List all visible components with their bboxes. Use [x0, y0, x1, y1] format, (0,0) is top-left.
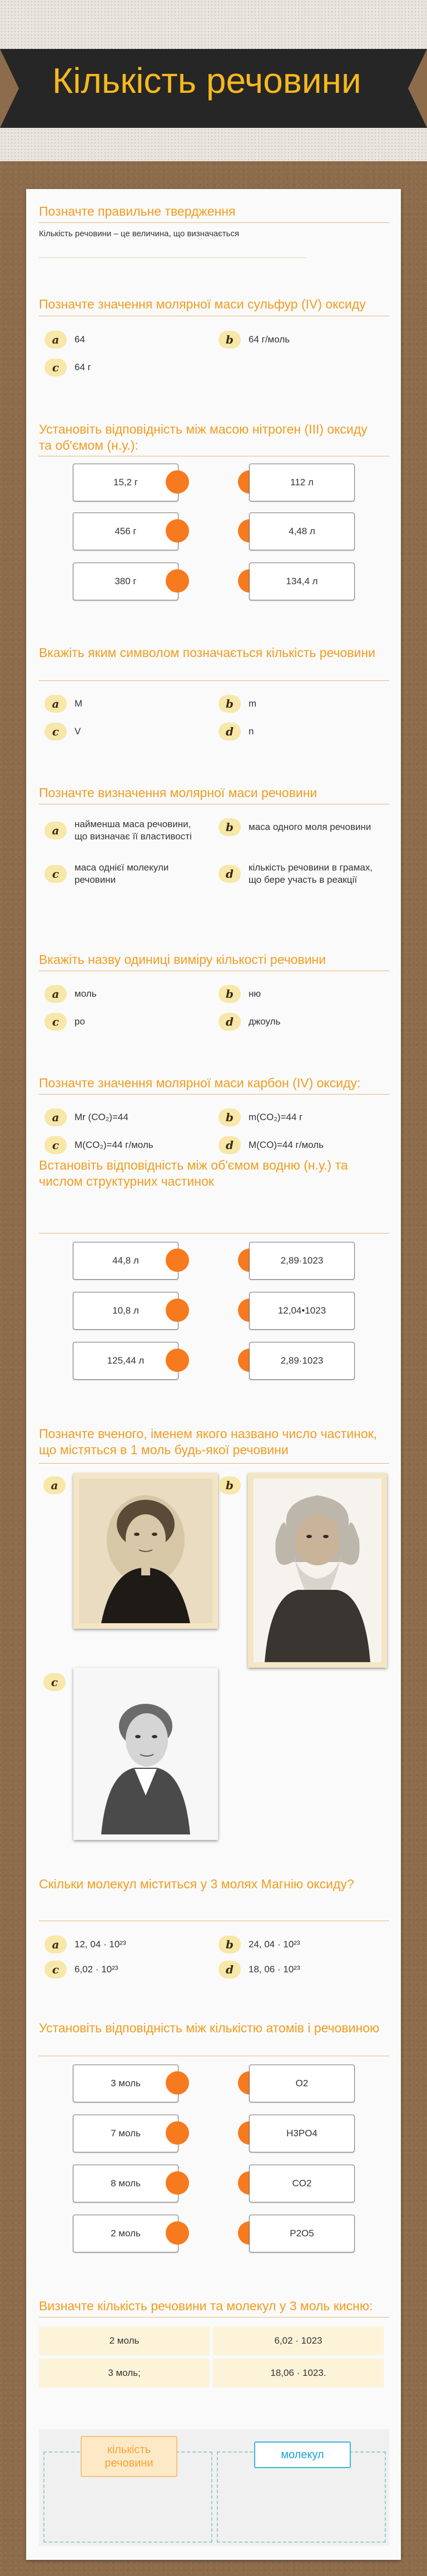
option-letter: b: [219, 331, 241, 349]
option-letter: b: [219, 985, 241, 1003]
option-b[interactable]: b 24, 04 · 10²³: [219, 1936, 388, 1953]
match-handle[interactable]: [166, 1299, 189, 1322]
option-b[interactable]: b m: [219, 695, 388, 713]
option-b[interactable]: b m(CO₂)=44 г: [219, 1108, 388, 1126]
match-left-1[interactable]: 15,2 г: [73, 464, 178, 501]
option-letter: c: [44, 359, 67, 376]
option-c[interactable]: c M(CO₂)=44 г/моль: [44, 1136, 214, 1154]
header-pattern-bottom: [0, 128, 427, 161]
question-8-title: Встановіть відповідність між об'ємом водню (н.у.) та числом структурних частинок: [39, 1158, 348, 1188]
option-letter: a: [44, 822, 67, 839]
option-d[interactable]: d n: [219, 723, 388, 740]
question-2-title: Позначте значення молярної маси сульфур (IV) оксиду: [39, 297, 366, 311]
match-handle[interactable]: [166, 569, 189, 593]
match-left-3[interactable]: 8 моль: [73, 2165, 178, 2202]
category-label-left: кількість речовини: [81, 2436, 177, 2477]
option-c[interactable]: c маса однієї молекули речовини: [44, 862, 202, 886]
table-cell[interactable]: 2 моль: [39, 2326, 210, 2355]
match-right-3[interactable]: CO2: [249, 2165, 355, 2202]
match-left-3[interactable]: 380 г: [73, 563, 178, 600]
option-letter: d: [219, 1136, 241, 1154]
option-letter: b: [219, 1108, 241, 1126]
option-d[interactable]: d джоуль: [219, 1013, 388, 1031]
option-letter: b: [219, 695, 241, 713]
option-letter: c: [43, 1673, 66, 1691]
option-d[interactable]: d кількість речовини в грамах, що бере участь в реакції: [219, 862, 376, 886]
match-left-4[interactable]: 2 моль: [73, 2215, 178, 2252]
option-a[interactable]: a найменша маса речовини, що визначає її властивості: [44, 818, 202, 843]
option-a[interactable]: a моль: [44, 985, 214, 1003]
match-right-1[interactable]: 2,89·1023: [249, 1242, 355, 1280]
header-pattern-top: [0, 0, 427, 49]
match-left-1[interactable]: 3 моль: [73, 2065, 178, 2102]
answer-line[interactable]: [39, 257, 306, 258]
bearded-man-portrait-icon: [254, 1479, 381, 1662]
match-left-2[interactable]: 7 моль: [73, 2115, 178, 2152]
scientist-portrait-b[interactable]: [248, 1473, 387, 1668]
option-letter: a: [44, 695, 67, 713]
match-right-3[interactable]: 134,4 л: [249, 563, 355, 600]
option-letter: c: [44, 865, 67, 883]
match-handle[interactable]: [166, 2071, 189, 2095]
option-c[interactable]: c 6,02 · 10²³: [44, 1961, 214, 1978]
option-letter: a: [44, 985, 67, 1003]
match-handle[interactable]: [166, 1349, 189, 1372]
sort-area: [39, 2429, 389, 2546]
option-b[interactable]: b ню: [219, 985, 388, 1003]
question-9-title: Позначте вченого, іменем якого названо число частинок, що містяться в 1 моль будь-якої речовини: [39, 1426, 378, 1457]
option-letter: c: [44, 723, 67, 740]
option-d[interactable]: d M(CO)=44 г/моль: [219, 1136, 388, 1154]
option-a[interactable]: a M: [44, 695, 214, 713]
option-a[interactable]: a 12, 04 · 10²³: [44, 1936, 214, 1953]
match-left-1[interactable]: 44,8 л: [73, 1242, 178, 1280]
option-letter: b: [219, 1936, 241, 1953]
match-right-2[interactable]: 4,48 л: [249, 513, 355, 550]
option-letter: c: [44, 1013, 67, 1031]
question-5-title: Позначте визначення молярної маси речовини: [39, 785, 317, 800]
divider: [39, 680, 389, 681]
option-b[interactable]: b маса одного моля речовини: [219, 818, 376, 836]
match-right-1[interactable]: O2: [249, 2065, 355, 2102]
question-7-title: Позначте значення молярної маси карбон (IV) оксиду:: [39, 1076, 361, 1090]
option-letter: d: [219, 1961, 241, 1978]
match-right-1[interactable]: 112 л: [249, 464, 355, 501]
answer-table: [39, 2326, 384, 2391]
option-letter: b: [219, 1476, 241, 1494]
match-handle[interactable]: [166, 1249, 189, 1272]
option-letter: d: [219, 1013, 241, 1031]
option-letter: a: [44, 1108, 67, 1126]
option-letter: a: [44, 331, 67, 349]
match-handle[interactable]: [166, 2171, 189, 2195]
question-6-title: Вкажіть назву одиниці виміру кількості речовини: [39, 952, 326, 967]
category-label-right: молекул: [254, 2441, 351, 2468]
option-a[interactable]: a Mr (CO₂)=44: [44, 1108, 214, 1126]
divider: [39, 1094, 389, 1095]
match-right-2[interactable]: H3PO4: [249, 2115, 355, 2152]
option-d[interactable]: d 18, 06 · 10²³: [219, 1961, 388, 1978]
match-right-2[interactable]: 12,04•1023: [249, 1292, 355, 1330]
match-left-3[interactable]: 125,44 л: [73, 1342, 178, 1380]
divider: [39, 2317, 389, 2318]
table-row: [39, 2326, 384, 2355]
table-cell[interactable]: 6,02 · 1023: [213, 2326, 384, 2355]
divider: [39, 1463, 389, 1464]
match-handle[interactable]: [166, 519, 189, 543]
man-portrait-icon: [79, 1673, 212, 1834]
option-b[interactable]: b 64 г/моль: [219, 331, 388, 349]
option-letter: c: [44, 1961, 67, 1978]
question-12-title: Визначте кількість речовини та молекул у 3 моль кисню:: [39, 2299, 373, 2313]
match-right-4[interactable]: P2O5: [249, 2215, 355, 2252]
match-left-2[interactable]: 10,8 л: [73, 1292, 178, 1330]
scientist-portrait-c[interactable]: [73, 1668, 218, 1840]
scientist-portrait-a[interactable]: [73, 1473, 218, 1629]
divider: [39, 222, 389, 223]
drop-zone-left[interactable]: [43, 2444, 212, 2543]
match-right-3[interactable]: 2,89·1023: [249, 1342, 355, 1380]
option-c[interactable]: c V: [44, 723, 214, 740]
match-handle[interactable]: [166, 2121, 189, 2145]
page-title: Кількість речовини: [52, 61, 361, 101]
table-cell[interactable]: 3 моль;: [39, 2359, 210, 2388]
table-cell[interactable]: 18,06 · 1023.: [213, 2359, 384, 2388]
table-row: [39, 2359, 384, 2388]
match-handle[interactable]: [166, 470, 189, 494]
option-letter: c: [44, 1136, 67, 1154]
question-4-title: Вкажіть яким символом позначається кількість речовини: [39, 645, 376, 660]
question-11-title: Установіть відповідність між кількістю атомів і речовиною: [39, 2021, 380, 2035]
option-c[interactable]: c ро: [44, 1013, 214, 1031]
divider: [39, 1233, 389, 1234]
option-letter: a: [44, 1936, 67, 1953]
option-letter: d: [219, 723, 241, 740]
question-1-title: Позначте правильне твердження: [39, 204, 236, 218]
match-handle[interactable]: [166, 2221, 189, 2245]
question-10-title: Скільки молекул міститься у 3 молях Магнію оксиду?: [39, 1877, 354, 1891]
option-letter: b: [219, 818, 241, 836]
option-letter: d: [219, 865, 241, 883]
drop-zone-right[interactable]: [217, 2451, 386, 2543]
option-letter: a: [43, 1476, 66, 1494]
option-c[interactable]: c 64 г: [44, 359, 214, 376]
woman-portrait-icon: [79, 1479, 212, 1623]
question-1-text: Кількість речовини – це величина, що визначається: [39, 229, 240, 238]
question-3-title: Установіть відповідність між масою нітроген (ІІІ) оксиду та об'ємом (н.у.):: [39, 422, 368, 452]
match-left-2[interactable]: 456 г: [73, 513, 178, 550]
option-a[interactable]: a 64: [44, 331, 214, 349]
